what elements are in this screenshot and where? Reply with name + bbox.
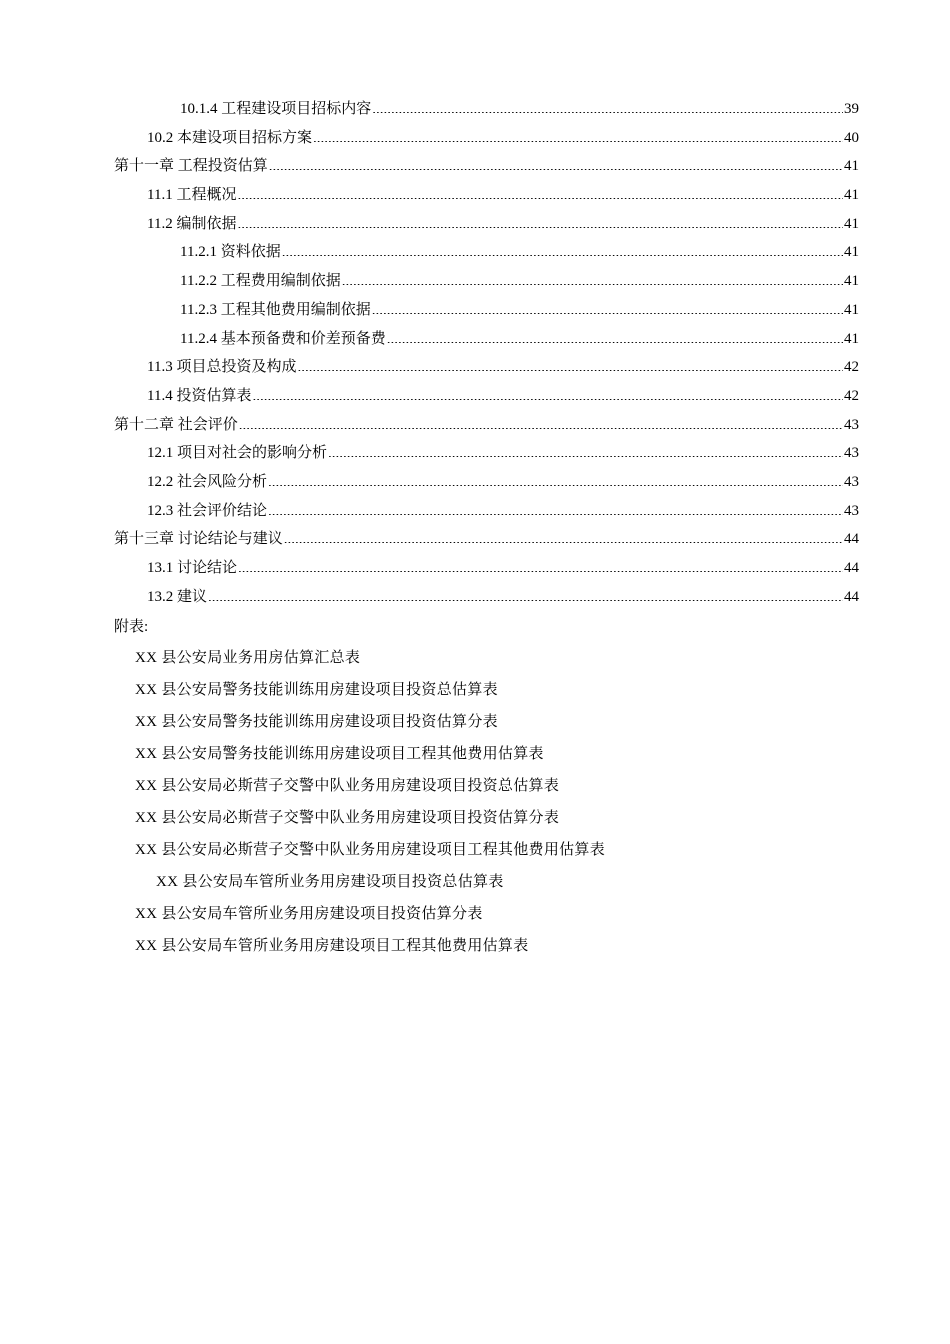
dot-leader	[237, 227, 843, 228]
dot-leader	[268, 514, 843, 515]
toc-entry[interactable]	[114, 124, 859, 153]
toc-entry[interactable]	[114, 583, 859, 612]
toc-entry-label: 11.3 项目总投资及构成	[147, 359, 297, 376]
appendix-item: XX 县公安局业务用房估算汇总表	[135, 650, 361, 666]
toc-entry[interactable]	[114, 152, 859, 181]
toc-entry[interactable]	[114, 95, 859, 124]
toc-entry-label: 10.2 本建设项目招标方案	[147, 129, 313, 146]
dot-leader	[208, 600, 843, 601]
appendix-item: XX 县公安局车管所业务用房建设项目工程其他费用估算表	[135, 938, 529, 954]
toc-entry[interactable]	[114, 554, 859, 583]
toc-entry-label: 12.2 社会风险分析	[147, 473, 268, 490]
toc-entry[interactable]	[114, 353, 859, 382]
dot-leader	[269, 169, 843, 170]
toc-page-number: 41	[844, 187, 859, 204]
appendix-heading: 附表:	[114, 619, 149, 635]
dot-leader	[328, 456, 843, 457]
toc-page-number: 41	[844, 158, 859, 175]
toc-page-number: 43	[844, 473, 859, 490]
toc-page-number: 40	[844, 129, 859, 146]
appendix-tables	[114, 612, 859, 962]
toc-page-number: 43	[844, 445, 859, 462]
toc-page-number: 42	[844, 387, 859, 404]
toc-page-number: 39	[844, 101, 859, 117]
toc-entry[interactable]	[114, 181, 859, 210]
toc-entry-label: 11.4 投资估算表	[147, 387, 252, 404]
toc-page-number: 42	[844, 359, 859, 376]
toc-entry-label: 第十二章 社会评价	[114, 416, 238, 433]
toc-entry[interactable]	[114, 210, 859, 239]
toc-page-number: 41	[844, 301, 859, 318]
dot-leader	[268, 485, 843, 486]
dot-leader	[282, 255, 843, 256]
toc-entry-label: 11.2.3 工程其他费用编制依据	[180, 301, 371, 318]
toc-entry[interactable]	[114, 267, 859, 296]
toc-entry[interactable]	[114, 497, 859, 526]
dot-leader	[252, 399, 843, 400]
toc-entry-label: 11.2.4 基本预备费和价差预备费	[180, 330, 386, 347]
toc-entry-label: 11.2 编制依据	[147, 215, 237, 232]
toc-entry-label: 10.1.4 工程建设项目招标内容	[180, 101, 372, 117]
toc-page-number: 43	[844, 502, 859, 519]
toc-page-number: 43	[844, 416, 859, 433]
dot-leader	[239, 428, 843, 429]
toc-entry[interactable]	[114, 411, 859, 440]
toc-entry-label: 11.2.1 资料依据	[180, 244, 281, 261]
appendix-item: XX 县公安局必斯营子交警中队业务用房建设项目工程其他费用估算表	[135, 842, 606, 858]
toc-page-number: 44	[844, 560, 859, 576]
toc-page-number: 41	[844, 244, 859, 261]
appendix-item: XX 县公安局警务技能训练用房建设项目投资估算分表	[135, 714, 498, 730]
toc-entry[interactable]	[114, 296, 859, 325]
toc-entry[interactable]	[114, 439, 859, 468]
toc-entry[interactable]	[114, 325, 859, 354]
toc-page-number: 44	[844, 531, 859, 548]
toc-entry-label: 第十一章 工程投资估算	[114, 158, 268, 175]
dot-leader	[237, 198, 843, 199]
toc-entry-label: 第十三章 讨论结论与建议	[114, 531, 283, 548]
toc-entry-label: 12.1 项目对社会的影响分析	[147, 445, 328, 462]
dot-leader	[313, 141, 843, 142]
toc-entry[interactable]	[114, 468, 859, 497]
dot-leader	[342, 284, 843, 285]
appendix-item: XX 县公安局车管所业务用房建设项目投资估算分表	[135, 906, 483, 922]
toc-entry-label: 11.1 工程概况	[147, 187, 237, 204]
toc-page-number: 44	[844, 588, 859, 605]
toc-entry[interactable]	[114, 525, 859, 554]
dot-leader	[372, 313, 843, 314]
toc-entry[interactable]	[114, 382, 859, 411]
appendix-item: XX 县公安局必斯营子交警中队业务用房建设项目投资估算分表	[135, 810, 560, 826]
dot-leader	[238, 571, 843, 572]
appendix-item: XX 县公安局警务技能训练用房建设项目工程其他费用估算表	[135, 746, 544, 762]
toc-entry-label: 12.3 社会评价结论	[147, 502, 268, 519]
appendix-item: XX 县公安局车管所业务用房建设项目投资总估算表	[156, 874, 504, 890]
toc-entry-label: 13.2 建议	[147, 588, 208, 605]
dot-leader	[284, 542, 843, 543]
toc-entry-label: 11.2.2 工程费用编制依据	[180, 273, 341, 290]
toc-page-number: 41	[844, 215, 859, 232]
dot-leader	[387, 342, 843, 343]
toc-page-number: 41	[844, 330, 859, 347]
toc-page-number: 41	[844, 273, 859, 290]
dot-leader	[297, 370, 843, 371]
dot-leader	[372, 112, 843, 113]
toc-entry-label: 13.1 讨论结论	[147, 560, 238, 576]
appendix-item: XX 县公安局必斯营子交警中队业务用房建设项目投资总估算表	[135, 778, 560, 794]
toc-entry[interactable]	[114, 238, 859, 267]
appendix-item: XX 县公安局警务技能训练用房建设项目投资总估算表	[135, 682, 498, 698]
table-of-contents	[114, 95, 859, 611]
